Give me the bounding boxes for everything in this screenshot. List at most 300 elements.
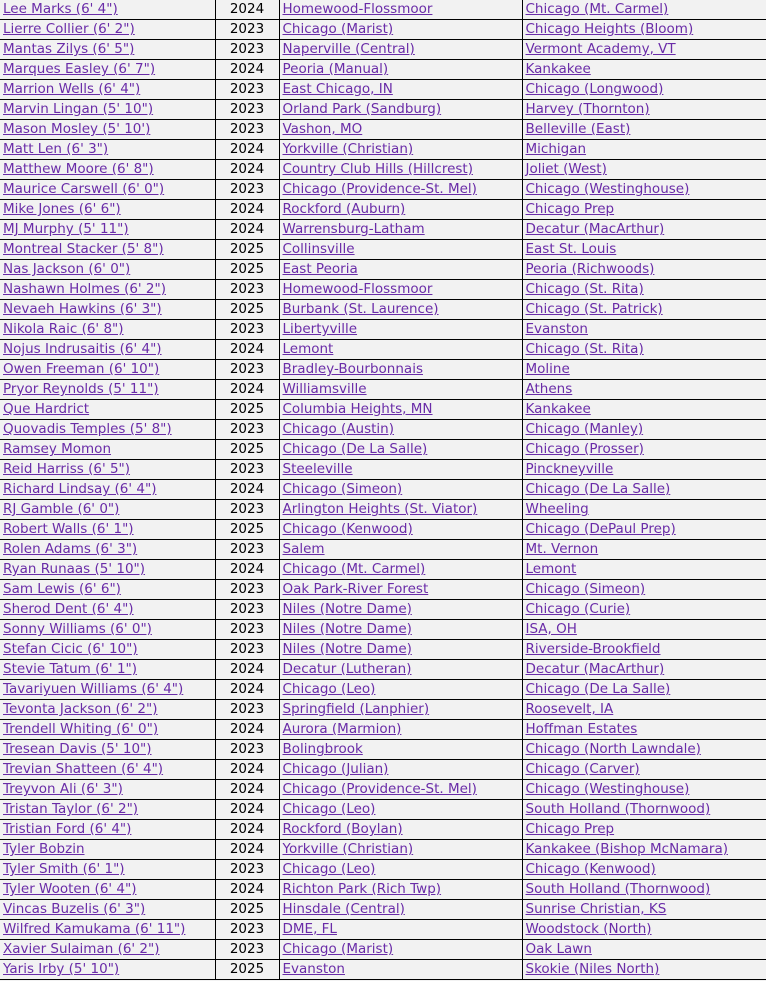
table-row [0,400,766,420]
class-year: 2024 [215,60,279,80]
table-row [0,40,766,60]
table-cell [279,380,522,400]
class-year: 2024 [215,380,279,400]
table-cell [279,60,522,80]
table-cell [522,340,766,360]
class-year: 2024 [215,880,279,900]
player-name-link[interactable]: Marvin Lingan (5' 10") [3,101,154,117]
player-name-link[interactable]: Pryor Reynolds (5' 11") [3,381,159,397]
old-school-link[interactable]: Niles (Notre Dame) [282,641,412,657]
old-school-link[interactable]: Hinsdale (Central) [282,901,405,917]
class-year: 2023 [215,40,279,60]
table-cell [0,480,215,500]
new-school-link[interactable]: Lemont [525,561,577,577]
table-cell [522,100,766,120]
table-cell [522,200,766,220]
new-school-link[interactable]: Chicago (St. Rita) [525,341,644,357]
old-school-link[interactable]: Arlington Heights (St. Viator) [282,501,478,517]
table-cell [0,180,215,200]
new-school-link[interactable]: Evanston [525,321,588,337]
player-name-link[interactable]: Trevian Shatteen (6' 4") [3,761,164,777]
new-school-link[interactable]: Pinckneyville [525,461,614,477]
old-school-link[interactable]: Chicago (Simeon) [282,481,403,497]
table-row [0,880,766,900]
table-cell [522,60,766,80]
table-cell [279,360,522,380]
table-cell [279,960,522,980]
table-cell [0,500,215,520]
old-school-link[interactable]: Chicago (Leo) [282,861,376,877]
old-school-link[interactable]: Steeleville [282,461,353,477]
table-cell [522,260,766,280]
new-school-link[interactable]: Harvey (Thornton) [525,101,650,117]
player-name-link[interactable]: Sam Lewis (6' 6") [3,581,121,597]
new-school-link[interactable]: Chicago (Simeon) [525,581,646,597]
new-school-link[interactable]: Skokie (Niles North) [525,961,660,977]
new-school-link[interactable]: ISA, OH [525,621,577,637]
table-cell [522,660,766,680]
table-cell [522,780,766,800]
player-name-link[interactable]: Tristan Taylor (6' 2") [3,801,139,817]
table-row [0,60,766,80]
new-school-link[interactable]: South Holland (Thornwood) [525,801,711,817]
table-cell [522,360,766,380]
player-name-link[interactable]: Quovadis Temples (5' 8") [3,421,172,437]
table-cell [522,480,766,500]
table-cell [522,560,766,580]
table-cell [522,540,766,560]
table-cell [522,880,766,900]
table-cell [522,620,766,640]
new-school-link[interactable]: Chicago (Westinghouse) [525,181,690,197]
new-school-link[interactable]: Riverside-Brookfield [525,641,661,657]
player-name-link[interactable]: Stefan Cicic (6' 10") [3,641,138,657]
table-row [0,160,766,180]
table-cell [0,280,215,300]
table-cell [0,700,215,720]
player-name-link[interactable]: Marques Easley (6' 7") [3,61,156,77]
old-school-link[interactable]: Springfield (Lanphier) [282,701,430,717]
table-cell [279,860,522,880]
old-school-link[interactable]: Yorkville (Christian) [282,841,414,857]
old-school-link[interactable]: Chicago (Leo) [282,801,376,817]
new-school-link[interactable]: Chicago (Mt. Carmel) [525,1,669,17]
table-cell [279,820,522,840]
table-cell [279,620,522,640]
table-row [0,540,766,560]
new-school-link[interactable]: Athens [525,381,573,397]
table-cell [0,60,215,80]
player-name-link[interactable]: Nas Jackson (6' 0") [3,261,131,277]
table-cell [279,800,522,820]
table-cell [279,180,522,200]
table-cell [279,200,522,220]
table-cell [279,920,522,940]
table-row [0,740,766,760]
new-school-link[interactable]: Kankakee (Bishop McNamara) [525,841,728,857]
old-school-link[interactable]: Rockford (Auburn) [282,201,406,217]
class-year: 2024 [215,160,279,180]
player-name-link[interactable]: Mike Jones (6' 6") [3,201,121,217]
player-name-link[interactable]: Maurice Carswell (6' 0") [3,181,165,197]
table-row [0,180,766,200]
new-school-link[interactable]: Decatur (MacArthur) [525,221,665,237]
player-name-link[interactable]: Montreal Stacker (5' 8") [3,241,164,257]
table-row [0,220,766,240]
player-name-link[interactable]: Nikola Raic (6' 8") [3,321,124,337]
new-school-link[interactable]: Chicago (Carver) [525,761,640,777]
old-school-link[interactable]: Williamsville [282,381,367,397]
player-name-link[interactable]: Matt Len (6' 3") [3,141,109,157]
old-school-link[interactable]: Bradley-Bourbonnais [282,361,423,377]
table-cell [0,120,215,140]
old-school-link[interactable]: Libertyville [282,321,358,337]
new-school-link[interactable]: Chicago (Longwood) [525,81,664,97]
table-cell [279,720,522,740]
old-school-link[interactable]: DME, FL [282,921,337,937]
new-school-link[interactable]: Mt. Vernon [525,541,599,557]
table-cell [279,600,522,620]
player-name-link[interactable]: Nashawn Holmes (6' 2") [3,281,166,297]
class-year: 2024 [215,720,279,740]
table-cell [0,400,215,420]
new-school-link[interactable]: Chicago Prep [525,821,615,837]
new-school-link[interactable]: Roosevelt, IA [525,701,614,717]
new-school-link[interactable]: Moline [525,361,570,377]
player-name-link[interactable]: Robert Walls (6' 1") [3,521,134,537]
table-row [0,800,766,820]
table-cell [522,580,766,600]
table-cell [0,640,215,660]
old-school-link[interactable]: Orland Park (Sandburg) [282,101,442,117]
table-cell [0,300,215,320]
table-cell [279,900,522,920]
table-cell [0,380,215,400]
player-name-link[interactable]: Que Hardrict [3,401,90,417]
old-school-link[interactable]: Burbank (St. Laurence) [282,301,439,317]
new-school-link[interactable]: Woodstock (North) [525,921,652,937]
table-cell [522,0,766,20]
old-school-link[interactable]: Collinsville [282,241,355,257]
table-cell [279,140,522,160]
table-cell [522,300,766,320]
table-row [0,80,766,100]
new-school-link[interactable]: Joliet (West) [525,161,607,177]
old-school-link[interactable]: Chicago (Julian) [282,761,389,777]
table-cell [522,920,766,940]
table-cell [0,820,215,840]
table-cell [0,460,215,480]
new-school-link[interactable]: Hoffman Estates [525,721,638,737]
table-cell [522,860,766,880]
player-name-link[interactable]: Trendell Whiting (6' 0") [3,721,159,737]
table-cell [0,780,215,800]
table-cell [522,740,766,760]
player-name-link[interactable]: Vincas Buzelis (6' 3") [3,901,146,917]
player-name-link[interactable]: Tresean Davis (5' 10") [3,741,152,757]
table-cell [279,880,522,900]
table-row [0,820,766,840]
class-year: 2024 [215,680,279,700]
table-cell [0,800,215,820]
old-school-link[interactable]: Yorkville (Christian) [282,141,414,157]
table-cell [279,640,522,660]
table-row [0,420,766,440]
player-name-link[interactable]: Matthew Moore (6' 8") [3,161,154,177]
table-cell [522,140,766,160]
class-year: 2024 [215,780,279,800]
class-year: 2023 [215,860,279,880]
old-school-link[interactable]: Rockford (Boylan) [282,821,403,837]
table-cell [279,460,522,480]
new-school-link[interactable]: Kankakee [525,61,591,77]
new-school-link[interactable]: Chicago (De La Salle) [525,481,671,497]
new-school-link[interactable]: East St. Louis [525,241,617,257]
old-school-link[interactable]: Peoria (Manual) [282,61,389,77]
new-school-link[interactable]: Decatur (MacArthur) [525,661,665,677]
old-school-link[interactable]: Oak Park-River Forest [282,581,429,597]
class-year: 2023 [215,920,279,940]
table-row [0,680,766,700]
table-cell [522,440,766,460]
table-cell [279,40,522,60]
table-cell [0,320,215,340]
player-name-link[interactable]: Rolen Adams (6' 3") [3,541,138,557]
player-name-link[interactable]: Richard Lindsay (6' 4") [3,481,157,497]
table-cell [0,160,215,180]
player-name-link[interactable]: Marrion Wells (6' 4") [3,81,141,97]
class-year: 2023 [215,600,279,620]
player-name-link[interactable]: Owen Freeman (6' 10") [3,361,160,377]
table-cell [0,660,215,680]
table-cell [279,700,522,720]
new-school-link[interactable]: Chicago (St. Patrick) [525,301,663,317]
old-school-link[interactable]: Columbia Heights, MN [282,401,433,417]
table-cell [279,540,522,560]
old-school-link[interactable]: Evanston [282,961,345,977]
player-name-link[interactable]: Xavier Sulaiman (6' 2") [3,941,160,957]
table-row [0,580,766,600]
old-school-link[interactable]: Chicago (Providence-St. Mel) [282,781,477,797]
old-school-link[interactable]: Chicago (Mt. Carmel) [282,561,426,577]
table-cell [279,940,522,960]
new-school-link[interactable]: Peoria (Richwoods) [525,261,655,277]
table-cell [0,940,215,960]
player-name-link[interactable]: Tristian Ford (6' 4") [3,821,132,837]
new-school-link[interactable]: Chicago (Kenwood) [525,861,656,877]
table-cell [0,600,215,620]
old-school-link[interactable]: Niles (Notre Dame) [282,621,412,637]
new-school-link[interactable]: Chicago (DePaul Prep) [525,521,676,537]
player-name-link[interactable]: MJ Murphy (5' 11") [3,221,129,237]
class-year: 2025 [215,300,279,320]
player-name-link[interactable]: Ryan Runaas (5' 10") [3,561,146,577]
old-school-link[interactable]: East Peoria [282,261,358,277]
table-row [0,460,766,480]
table-row [0,500,766,520]
player-name-link[interactable]: Tyler Smith (6' 1") [3,861,125,877]
old-school-link[interactable]: Homewood-Flossmoor [282,281,433,297]
table-row [0,520,766,540]
table-cell [522,700,766,720]
table-row [0,480,766,500]
old-school-link[interactable]: Naperville (Central) [282,41,415,57]
player-name-link[interactable]: Tyler Wooten (6' 4") [3,881,137,897]
old-school-link[interactable]: Chicago (Austin) [282,421,395,437]
table-row [0,360,766,380]
old-school-link[interactable]: Bolingbrook [282,741,363,757]
class-year: 2025 [215,260,279,280]
player-name-link[interactable]: Nojus Indrusaitis (6' 4") [3,341,162,357]
table-cell [0,440,215,460]
table-cell [0,520,215,540]
class-year: 2024 [215,840,279,860]
player-name-link[interactable]: Yaris Irby (5' 10") [3,961,120,977]
table-row [0,200,766,220]
player-name-link[interactable]: Lee Marks (6' 4") [3,1,118,17]
new-school-link[interactable]: Chicago (Westinghouse) [525,781,690,797]
old-school-link[interactable]: Chicago (Leo) [282,681,376,697]
class-year: 2023 [215,180,279,200]
table-cell [279,100,522,120]
player-name-link[interactable]: Lierre Collier (6' 2") [3,21,135,37]
new-school-link[interactable]: Vermont Academy, VT [525,41,676,57]
player-name-link[interactable]: Mantas Zilys (6' 5") [3,41,135,57]
player-name-link[interactable]: Reid Harriss (6' 5") [3,461,131,477]
old-school-link[interactable]: Warrensburg-Latham [282,221,425,237]
old-school-link[interactable]: Chicago (De La Salle) [282,441,428,457]
new-school-link[interactable]: Chicago (Curie) [525,601,631,617]
table-cell [0,40,215,60]
class-year: 2024 [215,560,279,580]
class-year: 2025 [215,960,279,980]
class-year: 2023 [215,120,279,140]
new-school-link[interactable]: South Holland (Thornwood) [525,881,711,897]
table-row [0,280,766,300]
player-name-link[interactable]: Tyler Bobzin [3,841,85,857]
new-school-link[interactable]: Chicago (Manley) [525,421,644,437]
new-school-link[interactable]: Chicago Prep [525,201,615,217]
class-year: 2023 [215,80,279,100]
class-year: 2023 [215,280,279,300]
old-school-link[interactable]: Lemont [282,341,334,357]
player-name-link[interactable]: Wilfred Kamukama (6' 11") [3,921,186,937]
old-school-link[interactable]: Decatur (Lutheran) [282,661,412,677]
old-school-link[interactable]: Vashon, MO [282,121,363,137]
class-year: 2025 [215,440,279,460]
table-cell [0,740,215,760]
old-school-link[interactable]: Chicago (Kenwood) [282,521,413,537]
table-cell [0,900,215,920]
table-cell [522,120,766,140]
old-school-link[interactable]: Aurora (Marmion) [282,721,402,737]
table-row [0,760,766,780]
old-school-link[interactable]: East Chicago, IN [282,81,393,97]
old-school-link[interactable]: Chicago (Providence-St. Mel) [282,181,477,197]
player-name-link[interactable]: Tevonta Jackson (6' 2") [3,701,158,717]
class-year: 2023 [215,640,279,660]
class-year: 2025 [215,520,279,540]
class-year: 2023 [215,460,279,480]
new-school-link[interactable]: Oak Lawn [525,941,592,957]
new-school-link[interactable]: Chicago Heights (Bloom) [525,21,694,37]
table-cell [279,220,522,240]
player-name-link[interactable]: Ramsey Momon [3,441,111,457]
class-year: 2023 [215,620,279,640]
table-cell [0,680,215,700]
player-name-link[interactable]: Treyvon Ali (6' 3") [3,781,123,797]
new-school-link[interactable]: Belleville (East) [525,121,631,137]
new-school-link[interactable]: Chicago (St. Rita) [525,281,644,297]
class-year: 2024 [215,140,279,160]
class-year: 2023 [215,940,279,960]
table-cell [522,380,766,400]
table-cell [279,300,522,320]
old-school-link[interactable]: Niles (Notre Dame) [282,601,412,617]
table-cell [522,600,766,620]
table-cell [279,780,522,800]
old-school-link[interactable]: Chicago (Marist) [282,941,394,957]
table-row [0,20,766,40]
new-school-link[interactable]: Wheeling [525,501,589,517]
old-school-link[interactable]: Chicago (Marist) [282,21,394,37]
table-cell [0,760,215,780]
class-year: 2023 [215,700,279,720]
old-school-link[interactable]: Richton Park (Rich Twp) [282,881,442,897]
player-name-link[interactable]: Stevie Tatum (6' 1") [3,661,138,677]
new-school-link[interactable]: Chicago (De La Salle) [525,681,671,697]
table-row [0,600,766,620]
table-cell [279,660,522,680]
player-name-link[interactable]: RJ Gamble (6' 0") [3,501,120,517]
class-year: 2025 [215,240,279,260]
table-cell [0,420,215,440]
class-year: 2024 [215,220,279,240]
old-school-link[interactable]: Salem [282,541,325,557]
table-cell [522,800,766,820]
player-name-link[interactable]: Sonny Williams (6' 0") [3,621,152,637]
table-cell [279,740,522,760]
class-year: 2025 [215,900,279,920]
player-name-link[interactable]: Sherod Dent (6' 4") [3,601,134,617]
new-school-link[interactable]: Sunrise Christian, KS [525,901,667,917]
table-cell [279,120,522,140]
class-year: 2023 [215,20,279,40]
class-year: 2023 [215,100,279,120]
player-name-link[interactable]: Mason Mosley (5' 10') [3,121,151,137]
class-year: 2023 [215,320,279,340]
new-school-link[interactable]: Chicago (Prosser) [525,441,644,457]
table-cell [0,220,215,240]
table-row [0,300,766,320]
new-school-link[interactable]: Chicago (North Lawndale) [525,741,701,757]
table-cell [522,960,766,980]
table-cell [0,80,215,100]
old-school-link[interactable]: Homewood-Flossmoor [282,1,433,17]
new-school-link[interactable]: Michigan [525,141,587,157]
table-cell [279,240,522,260]
new-school-link[interactable]: Kankakee [525,401,591,417]
table-cell [0,580,215,600]
table-row [0,100,766,120]
table-cell [522,900,766,920]
table-row [0,260,766,280]
class-year: 2023 [215,580,279,600]
table-cell [279,480,522,500]
player-name-link[interactable]: Nevaeh Hawkins (6' 3") [3,301,162,317]
old-school-link[interactable]: Country Club Hills (Hillcrest) [282,161,473,177]
player-name-link[interactable]: Tavariyuen Williams (6' 4") [3,681,184,697]
